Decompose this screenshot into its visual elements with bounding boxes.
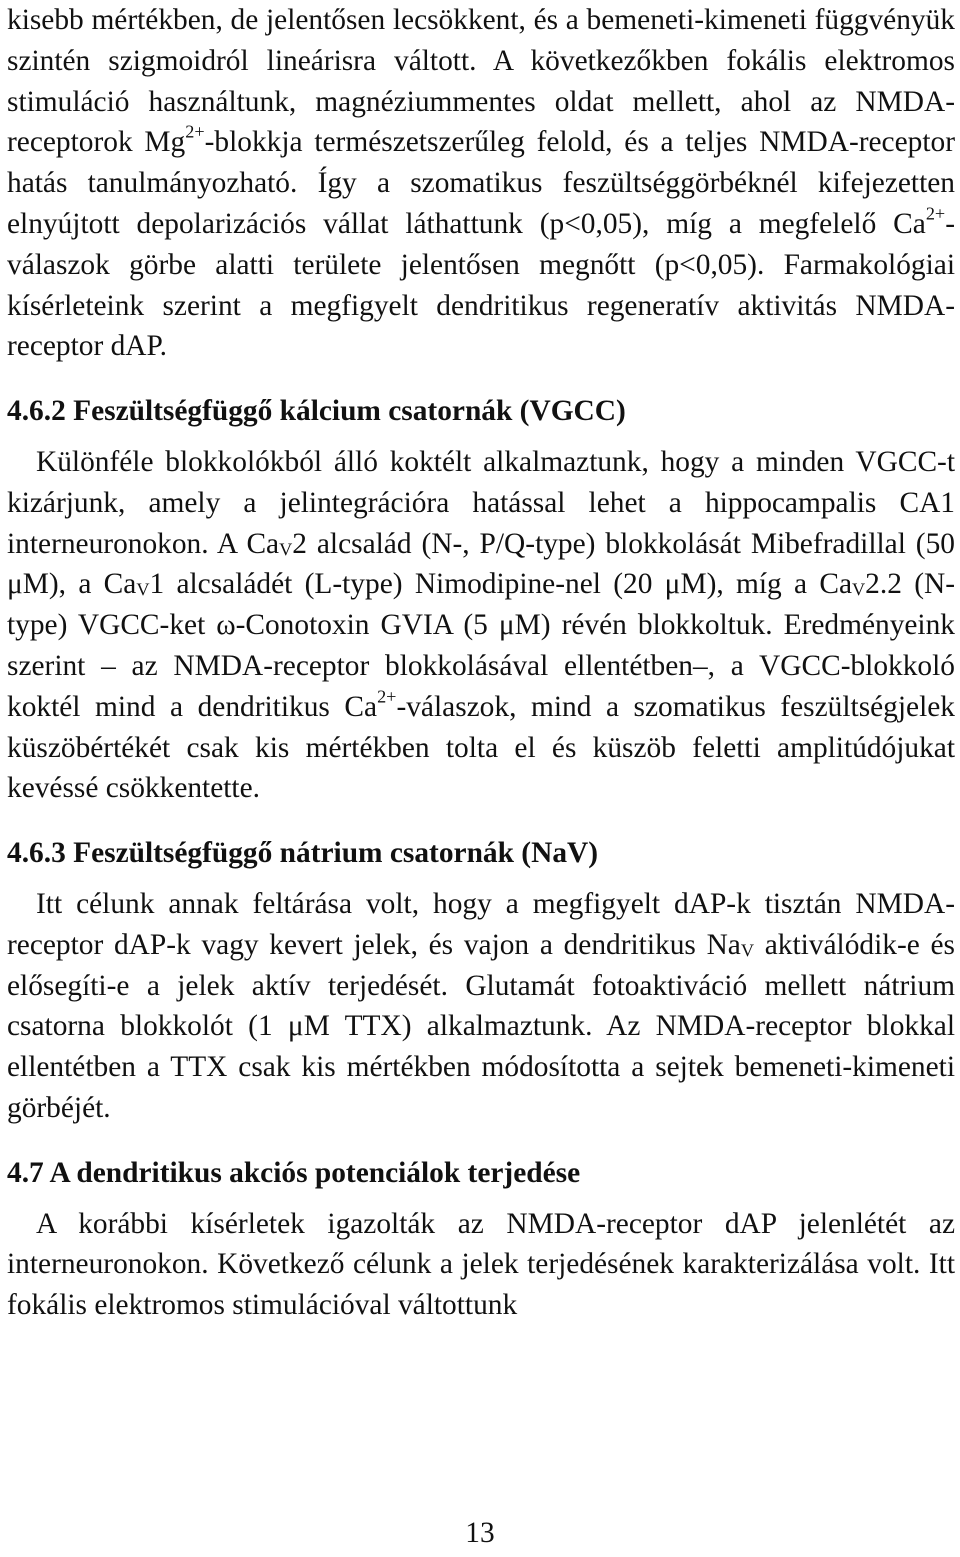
- subscript: V: [740, 940, 755, 961]
- paragraph-continued: [7, 0, 955, 367]
- text-run: 2 alcsalád (N-, P/Q-type) blokkolását Mibefradillal (50 μM), a Ca: [7, 527, 955, 601]
- superscript: 2+: [925, 203, 946, 224]
- text-run: aktiválódik-e és elősegíti-e a jelek aktív terjedését. Glutamát fotoaktiváció mellett nátrium csatorna blokkolót (1 μM TTX) alkalmaztunk. Az NMDA-receptor blokkal ellentétben a TTX csak kis mértékben módosította a sejtek bemeneti-kimeneti görbéjét.: [7, 928, 955, 1124]
- text-run: -válaszok, mind a szomatikus feszültségjelek küszöbértékét csak kis mértékben tolta el és küszöb feletti amplitúdójukat kevéssé csökkentette.: [7, 690, 955, 805]
- text-run: -blokkja természetszerűleg felold, és a teljes NMDA-receptor hatás tanulmányozható. Így a szomatikus feszültséggörbéknél kifejezetten elnyújtott depolarizációs vállat láthattunk (p<0,05), míg a megfelelő Ca: [7, 126, 955, 240]
- paragraph-nav: [7, 884, 955, 1129]
- document-page: [7, 0, 955, 1326]
- superscript: 2+: [377, 686, 397, 707]
- text-run: Különféle blokkolókból álló koktélt alkalmaztunk, hogy a minden VGCC-t kizárjunk, amely a jelintegrációra hatással lehet a hippocampalis CA1 interneuronokon. A Ca: [7, 445, 955, 560]
- text-run: -válaszok görbe alatti területe jelentősen megnőtt (p<0,05). Farmakológiai kísérleteink szerint a megfigyelt dendritikus regeneratív aktivitás NMDA-receptor dAP.: [7, 207, 955, 363]
- section-heading-4-7: 4.7 A dendritikus akciós potenciálok terjedése: [7, 1156, 581, 1189]
- section-heading-4-6-3: 4.6.3 Feszültségfüggő nátrium csatornák (NaV): [7, 837, 599, 870]
- superscript: 2+: [185, 121, 205, 142]
- text-run: 2.2 (N-type) VGCC-ket ω-Conotoxin GVIA (5 μM) révén blokkoltuk. Eredményeink szerint – az NMDA-receptor blokkolásával ellentétben–, a VGCC-blokkoló koktél mind a dendritikus Ca: [7, 568, 956, 723]
- text-run: A korábbi kísérletek igazolták az NMDA-receptor dAP jelenlétét az interneuronokon. Következő célunk a jelek terjedésének karakterizálása volt. Itt fokális elektromos stimulációval váltottunk: [7, 1207, 955, 1322]
- page-number: 13: [465, 1517, 495, 1549]
- subscript: V: [852, 580, 866, 601]
- section-heading-4-6-2: 4.6.2 Feszültségfüggő kálcium csatornák (VGCC): [7, 395, 626, 428]
- text-run: Itt célunk annak feltárása volt, hogy a megfigyelt dAP-k tisztán NMDA-receptor dAP-k vagy kevert jelek, és vajon a dendritikus Na: [7, 887, 955, 961]
- text-run: kisebb mértékben, de jelentősen lecsökkent, és a bemeneti-kimeneti függvényük szintén szigmoidról lineárisra váltott. A következőkben fokális elektromos stimuláció használtunk, magnéziummentes oldat mellett, ahol az NMDA-receptorok Mg: [7, 4, 955, 159]
- text-run: 1 alcsaládét (L-type) Nimodipine-nel (20 μM), míg a Ca: [149, 568, 852, 601]
- paragraph-vgcc: [7, 442, 955, 809]
- paragraph-dap-propagation: [7, 1204, 955, 1326]
- subscript: V: [136, 580, 150, 601]
- subscript: V: [279, 539, 293, 560]
